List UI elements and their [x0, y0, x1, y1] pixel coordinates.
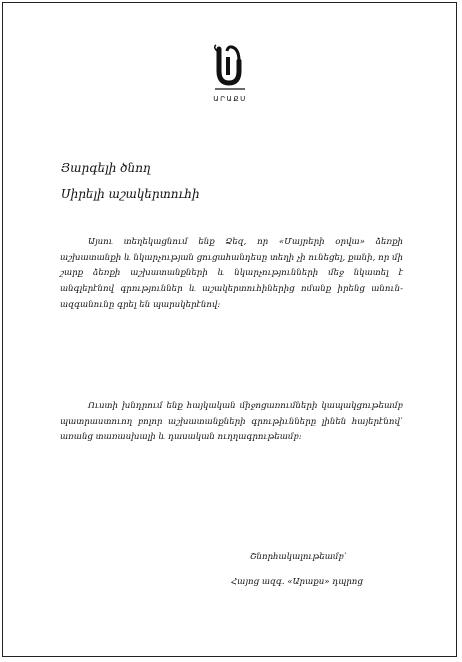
salutation-student: Սիրելի աշակերտուհի	[61, 187, 200, 201]
signature-school: Հայոց ազգ. «Արաքս» դպրոց	[231, 577, 363, 587]
school-logo	[205, 43, 255, 113]
logo-text: ԱՐԱՔՍ	[213, 95, 247, 103]
paragraph-1: Այսու տեղեկացնում ենք Ձեզ, որ «Մայրերի օրվա» ձեռքի աշխատանքի և նկարչության ցուցահանդեսը տեղի չի ունեցել, քանի, որ մի շարք ձեռքի աշխատանքների և նկարչությունների մեջ նկատել է անգլերէնով գրություններ և աշակերտուհիներից ոմանք իրենց անուն-ազգանունը գրել են պարսկերէնով:	[60, 237, 403, 310]
signature-thanks: Շնորհակալութեամբ՝	[250, 552, 347, 562]
salutation-parent: Յարգելի ծնող	[61, 161, 151, 175]
paragraph-2: Ուստի խնդրում ենք հայկական միջոցառումների կապակցութեամբ պատրաստուող բոլոր աշխատանքների գրութիւնները լինեն հայերէնով՝ առանց տառասխալի և դասական ուղղագրութեամբ:	[60, 401, 403, 443]
letter-page	[2, 2, 457, 657]
araks-swan-logo-icon	[210, 43, 250, 93]
